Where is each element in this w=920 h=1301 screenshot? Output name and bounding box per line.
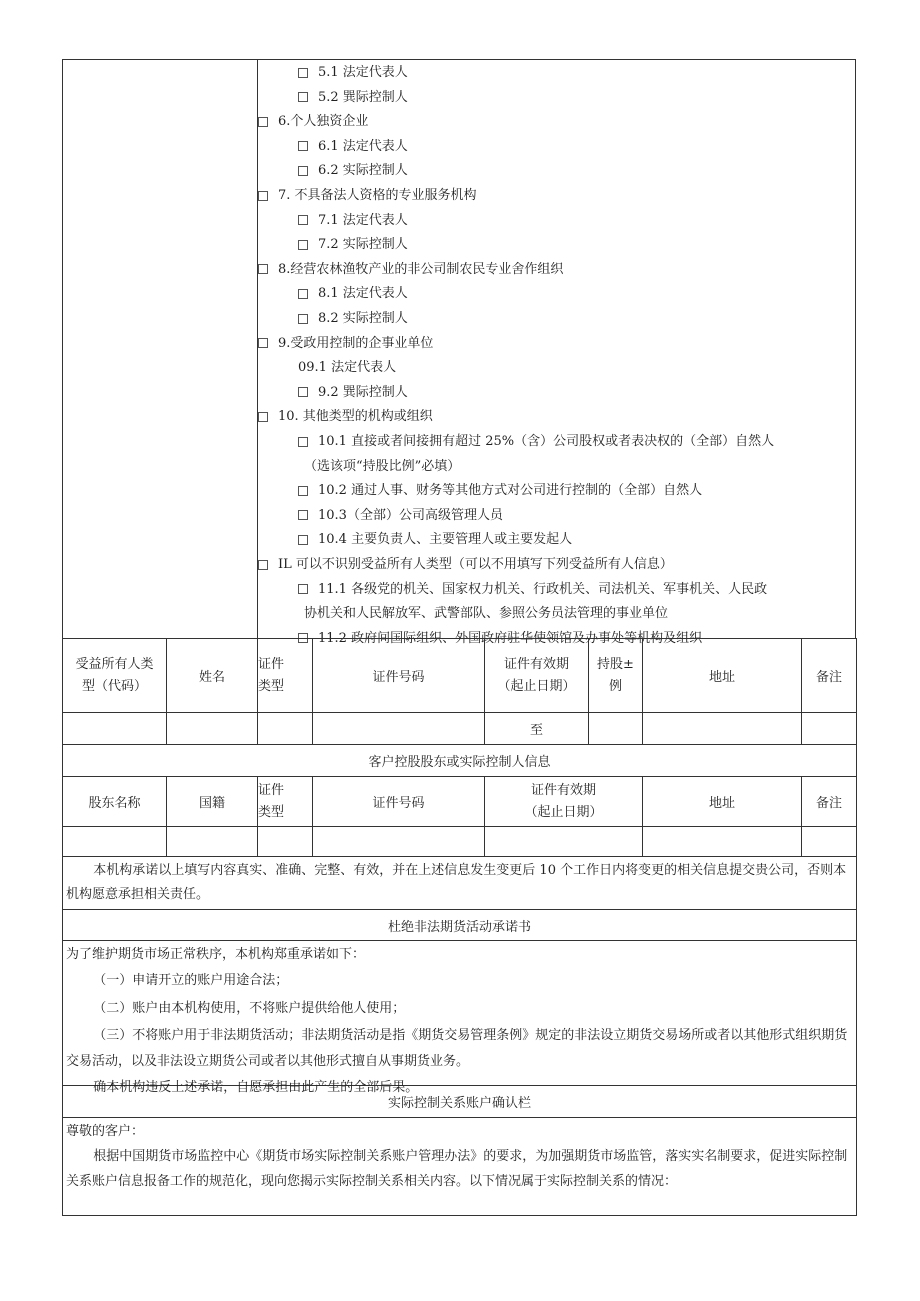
bh-address: 地址	[643, 639, 802, 713]
option-item[interactable]	[298, 504, 503, 528]
checkbox-icon[interactable]	[258, 191, 268, 201]
commitment-text: 本机构承诺以上填写内容真实、准确、完整、有效，并在上述信息发生变更后 10 个工作日内将变更的相关信息提交贵公司，否则本机构愿意承担相关责任。	[63, 857, 857, 910]
option-item[interactable]	[258, 258, 563, 282]
option-item[interactable]	[298, 209, 408, 233]
beneficiary-header-row	[63, 639, 857, 713]
option-item[interactable]	[298, 430, 774, 454]
shareholder-header-row	[63, 777, 857, 827]
checkbox-icon[interactable]	[298, 387, 308, 397]
checkbox-icon[interactable]	[258, 412, 268, 422]
illegal-futures-item-2: （二）账户由本机构使用，不将账户提供给他人使用；	[93, 1001, 406, 1016]
si-nationality[interactable]	[167, 827, 258, 857]
checkbox-icon[interactable]	[298, 215, 308, 225]
option-label: （选该项“持股比例”必填）	[304, 458, 461, 474]
shareholder-table	[62, 744, 857, 857]
commitment-table	[62, 856, 857, 1216]
option-list	[0, 0, 920, 646]
option-label: 10. 其他类型的机构或组织	[278, 409, 433, 425]
bi-share-ratio[interactable]	[589, 713, 643, 745]
option-label: 5.2 巽际控制人	[318, 89, 408, 105]
option-item[interactable]	[298, 307, 408, 331]
option-label: 11.1 各级党的机关、国家权力机关、行政机关、司法机关、军事机关、人民政	[318, 581, 768, 597]
option-item	[304, 602, 668, 626]
checkbox-icon[interactable]	[258, 560, 268, 570]
option-item[interactable]	[298, 233, 408, 257]
option-label: 7. 不具备法人资格的专业服务机构	[278, 188, 477, 203]
option-label: 6.2 实际控制人	[318, 163, 408, 179]
option-item[interactable]	[298, 159, 408, 183]
illegal-futures-title: 杜绝非法期货活动承诺书	[63, 910, 857, 941]
option-label: 7.2 实际控制人	[318, 237, 408, 253]
checkbox-icon[interactable]	[298, 141, 308, 151]
illegal-futures-body	[63, 941, 857, 1095]
shareholder-input-row	[63, 827, 857, 857]
illegal-futures-intro: 为了维护期货市场正常秩序，本机构郑重承诺如下：	[66, 947, 366, 962]
option-item[interactable]	[298, 578, 767, 602]
bh-id-validity: 证件有效期 （起止日期）	[485, 639, 589, 713]
sh-nationality: 国籍	[167, 777, 258, 827]
option-label: 6.个人独资企业	[278, 114, 369, 130]
sh-address: 地址	[643, 777, 802, 827]
option-item[interactable]	[298, 381, 408, 405]
option-item	[304, 455, 460, 479]
option-label: 8.经营农林渔牧产业的非公司制农民专业舍作组织	[278, 261, 564, 277]
checkbox-icon[interactable]	[298, 314, 308, 324]
bi-type[interactable]	[63, 713, 167, 745]
beneficiary-table	[62, 638, 857, 745]
checkbox-icon[interactable]	[298, 437, 308, 447]
checkbox-icon[interactable]	[298, 289, 308, 299]
bi-id-type[interactable]	[258, 713, 313, 745]
option-label: 9.2 巽际控制人	[318, 384, 408, 400]
actual-control-body	[63, 1118, 857, 1216]
checkbox-icon[interactable]	[298, 68, 308, 78]
option-item[interactable]	[258, 553, 673, 577]
si-id-validity[interactable]	[485, 827, 643, 857]
actual-control-text: 根据中国期货市场监控中心《期货市场实际控制关系账户管理办法》的要求，为加强期货市场监管，落实实名制要求，促进实际控制关系账户信息报备工作的规范化，现向您揭示实际控制关系相关内容。以下情况属于实际控制关系的情况：	[66, 1149, 848, 1189]
option-item[interactable]	[298, 86, 408, 110]
sh-remark: 备注	[802, 777, 857, 827]
checkbox-icon[interactable]	[298, 92, 308, 102]
si-name[interactable]	[63, 827, 167, 857]
sh-id-type: 证件 类型	[258, 777, 313, 827]
option-item[interactable]	[258, 332, 433, 356]
option-label: 10.1 直接或者间接拥有超过 25%（含）公司股权或者表决权的（全部）自然人	[318, 434, 775, 449]
option-label: IL 可以不识别受益所有人类型（可以不用填写下列受益所有人信息）	[278, 557, 673, 572]
option-label: 10.4 主要负责人、主要管理人或主要发起人	[318, 532, 573, 548]
bi-name[interactable]	[167, 713, 258, 745]
bh-remark: 备注	[802, 639, 857, 713]
sh-id-validity: 证件有效期 （起止日期）	[485, 777, 643, 827]
sh-name: 股东名称	[63, 777, 167, 827]
checkbox-icon[interactable]	[258, 264, 268, 274]
option-label: 10.2 通过人事、财务等其他方式对公司进行控制的（全部）自然人	[318, 483, 703, 499]
actual-control-title: 实际控制关系账户确认栏	[63, 1086, 857, 1118]
option-item[interactable]	[298, 479, 702, 503]
option-label: 8.2 实际控制人	[318, 311, 408, 326]
option-item[interactable]	[258, 405, 433, 429]
bi-remark[interactable]	[802, 713, 857, 745]
option-label: 协机关和人民解放军、武警部队、参照公务员法管理的事业单位	[304, 606, 669, 622]
option-item[interactable]	[258, 110, 368, 134]
illegal-futures-item-3: （三）不将账户用于非法期货活动；非法期货活动是指《期货交易管理条例》规定的非法设立期货交易场所或者以其他形式组织期货交易活动，以及非法设立期货公司或者以其他形式擅自从事期货业务。	[66, 1028, 848, 1069]
option-label: 8.1 法定代表人	[318, 286, 408, 302]
shareholder-title: 客户控股股东或实际控制人信息	[63, 745, 857, 777]
bi-id-number[interactable]	[313, 713, 485, 745]
checkbox-icon[interactable]	[298, 584, 308, 594]
checkbox-icon[interactable]	[258, 117, 268, 127]
option-label: 6.1 法定代表人	[318, 138, 408, 154]
bh-type: 受益所有人类 型（代码）	[63, 639, 167, 713]
bh-id-type: 证件 类型	[258, 639, 313, 713]
option-item[interactable]	[298, 61, 408, 85]
illegal-futures-item-4: 确本机构违反上述承诺，自愿承担由此产生的全部后果。	[93, 1080, 419, 1095]
si-remark[interactable]	[802, 827, 857, 857]
option-item[interactable]	[298, 135, 408, 159]
option-label: 7.1 法定代表人	[318, 212, 408, 228]
si-id-number[interactable]	[313, 827, 485, 857]
si-address[interactable]	[643, 827, 802, 857]
checkbox-icon[interactable]	[298, 486, 308, 496]
bh-share-ratio: 持股± 例	[589, 639, 643, 713]
sh-id-number: 证件号码	[313, 777, 485, 827]
option-item[interactable]	[298, 356, 396, 380]
bh-name: 姓名	[167, 639, 258, 713]
illegal-futures-item-1: （一）申请开立的账户用途合法；	[93, 973, 289, 988]
checkbox-icon[interactable]	[258, 338, 268, 348]
actual-control-greeting: 尊敬的客户：	[66, 1124, 145, 1139]
beneficiary-input-row	[63, 713, 857, 745]
checkbox-icon[interactable]	[298, 510, 308, 520]
si-id-type[interactable]	[258, 827, 313, 857]
option-label: 09.1 法定代表人	[298, 360, 397, 376]
option-item[interactable]	[298, 528, 572, 552]
checkbox-icon[interactable]	[298, 240, 308, 250]
bi-address[interactable]	[643, 713, 802, 745]
option-item[interactable]	[258, 184, 477, 208]
checkbox-icon[interactable]	[298, 166, 308, 176]
option-label: 11.2 政府间国际组织、外国政府驻华使领馆及办事处等机构及组织	[318, 630, 703, 646]
checkbox-icon[interactable]	[298, 535, 308, 545]
option-label: 10.3（全部）公司高级管理人员	[318, 507, 503, 523]
option-label: 9.受政用控制的企事业单位	[278, 335, 434, 351]
bh-id-number: 证件号码	[313, 639, 485, 713]
option-item[interactable]	[298, 282, 408, 306]
option-label: 5.1 法定代表人	[318, 65, 408, 80]
bi-id-validity[interactable]: 至	[485, 713, 589, 745]
